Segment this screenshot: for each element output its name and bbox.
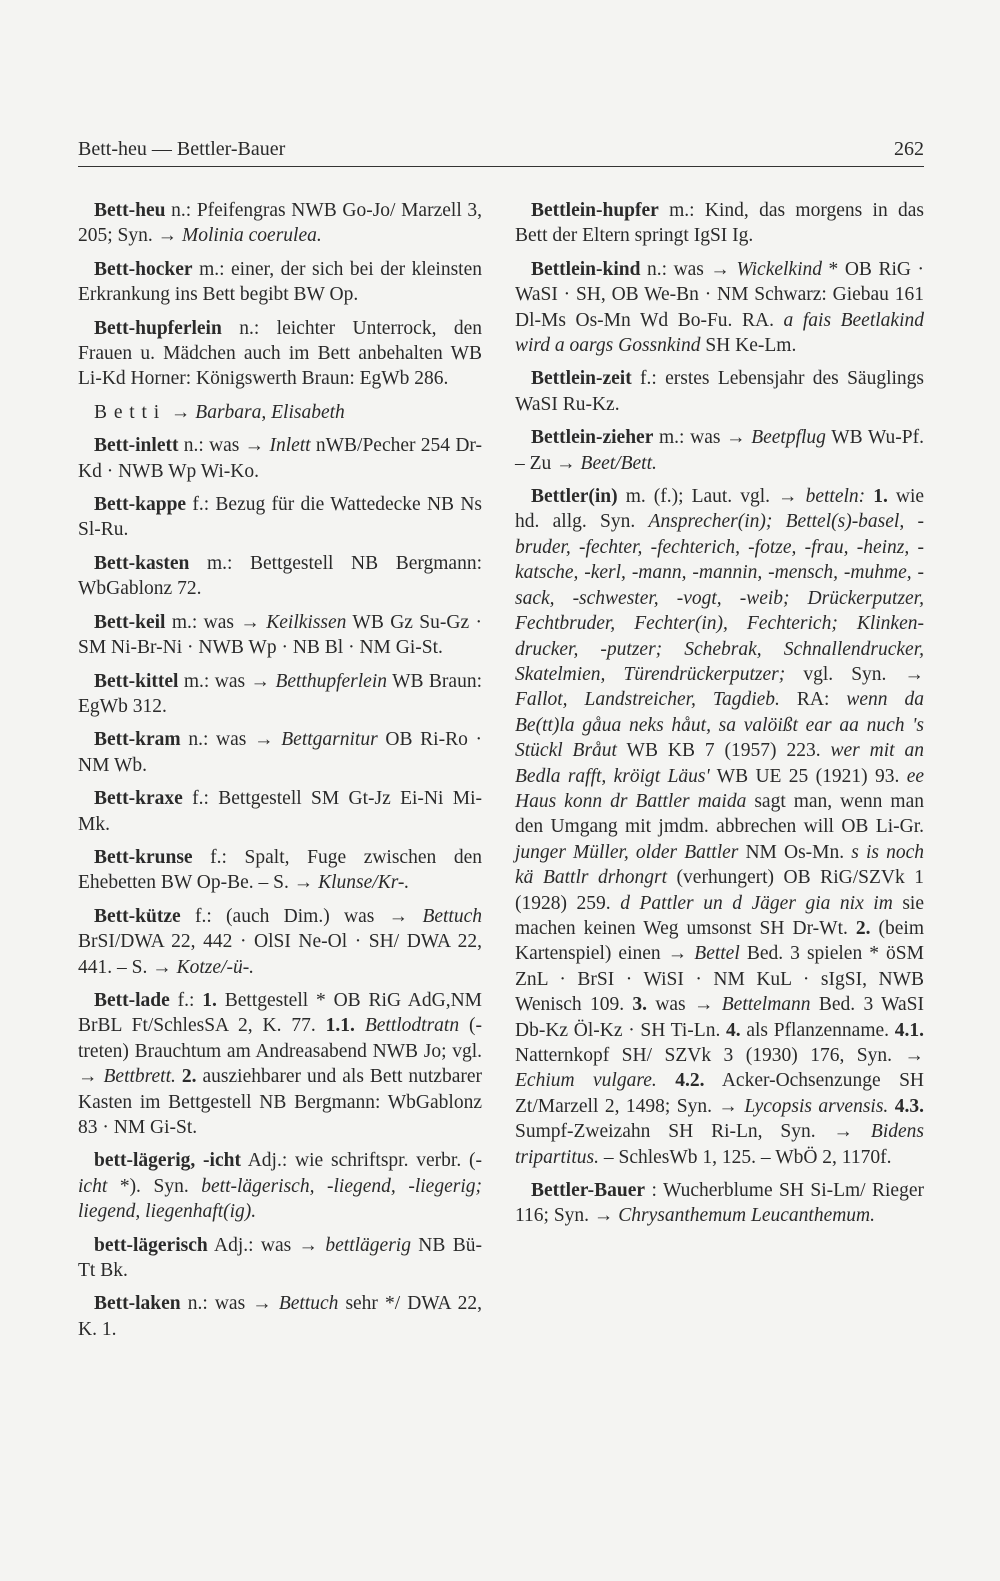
entry-text: bett-lägerisch, -liegend, -liegerig; liegend, liegenhaft(ig).	[78, 1175, 482, 1223]
entry-text: Sumpf-Zweizahn SH Ri-Ln, Syn. →	[515, 1121, 871, 1143]
entry-text: Inlett	[269, 435, 311, 457]
entry-text: Adj.: wie schriftspr. verbr. (	[247, 1150, 476, 1172]
right-column	[515, 198, 924, 1237]
dictionary-entry	[78, 669, 482, 720]
entry-headword: Bett-hocker	[94, 258, 193, 280]
entry-text: Bettgestell * OB RiG AdG,NM BrBL Ft/SchlesSA 2, K. 77.	[78, 989, 482, 1037]
entry-text: m.: einer, der sich bei der kleinsten Erkrankung ins Bett begibt BW Op.	[78, 258, 482, 306]
entry-text: sehr */ DWA 22, K. 1.	[78, 1293, 483, 1340]
dictionary-entry	[78, 551, 482, 602]
page-number: 262	[894, 138, 924, 160]
entry-headword: Bett-heu	[94, 200, 166, 221]
entry-headword: Bettlein-kind	[531, 258, 641, 280]
entry-headword: Bett-hupferlein	[94, 317, 222, 339]
entry-text: m. (f.); Laut. vgl. →	[625, 486, 806, 508]
entry-text: Kotze/-ü-.	[176, 956, 255, 978]
entry-text: Bettel	[694, 943, 740, 965]
dictionary-entry	[515, 366, 924, 417]
entry-text	[355, 1015, 365, 1036]
entry-text: ee Haus konn dr Battler maida	[515, 765, 924, 812]
entry-text: n.: was →	[183, 435, 270, 457]
entry-headword: Bettler(in)	[531, 486, 618, 508]
entry-headword: Bett-kittel	[94, 670, 179, 692]
entry-text: sagt man, wenn man den Umgang mit jmdm. abbrechen will OB Li-Gr.	[515, 790, 924, 838]
entry-text: : Wucherblume SH Si-Lm/ Rieger 116; Syn. →	[515, 1180, 924, 1227]
entry-text: ausziehbarer und als Bett nutzbarer Kasten im Bettgestell NB Bergmann: WbGablonz 83 · NM Gi-St.	[78, 1066, 483, 1138]
entry-text: (beim Kartenspiel) einen →	[515, 917, 925, 965]
entry-text: 4.3.	[894, 1095, 924, 1117]
entry-text: Fallot, Landstreicher, Tagdieb.	[515, 689, 780, 711]
entry-text: m.: Bettgestell NB Bergmann: WbGablonz 72.	[78, 552, 482, 600]
entry-text: n.: Pfeifengras NWB Go-Jo/ Marzell 3, 205; Syn. →	[78, 200, 482, 247]
entry-text: wer mit an Bedla rafft, kröigt Läus'	[515, 740, 924, 787]
entry-text: Beetpflug	[751, 427, 826, 449]
entry-text: 3.	[632, 994, 648, 1016]
header-rule	[78, 166, 924, 167]
entry-text: WB KB 7 (1957) 223.	[616, 740, 831, 762]
entry-text: 1.	[202, 989, 217, 1011]
entry-text: →	[166, 401, 196, 423]
entry-text: als Pflanzenname.	[740, 1019, 895, 1041]
entry-headword: Bett-kappe	[94, 494, 187, 516]
entry-headword: bett-lägerisch	[94, 1234, 208, 1256]
entry-text: WB Gz Su-Gz · SM Ni-Br-Ni · NWB Wp · NB Bl · NM Gi-St.	[78, 611, 482, 659]
dictionary-entry	[78, 786, 482, 837]
entry-headword: Bett-keil	[94, 611, 166, 633]
entry-text: Bidens tripartitus.	[515, 1121, 924, 1168]
entry-text: f.: Spalt, Fuge zwischen den Ehebetten BW Op-Be. – S. →	[78, 846, 482, 894]
dictionary-entry	[515, 484, 924, 1170]
entry-text: n.: was →	[646, 258, 737, 280]
entry-text: Beet/Bett.	[580, 452, 657, 474]
entry-text: m.: was →	[183, 670, 276, 692]
entry-headword: Bett-inlett	[94, 435, 179, 457]
entry-text: NM Os-Mn.	[738, 841, 852, 863]
entry-text: f.: erstes Lebensjahr des Säuglings WaSI Ru-Kz.	[515, 368, 924, 415]
dictionary-entry	[78, 1233, 482, 1284]
entry-text: BrSI/DWA 22, 442 · OlSI Ne-Ol · SH/ DWA 22, 441. – S. →	[78, 931, 482, 978]
entry-text: Natternkopf SH/ SZVk 3 (1930) 176, Syn. →	[515, 1045, 924, 1066]
entry-text	[865, 486, 873, 507]
entry-text: -icht	[78, 1150, 482, 1197]
dictionary-entry	[78, 198, 482, 249]
entry-text: (verhungert) OB RiG/SZVk 1 (1928) 259.	[515, 867, 924, 914]
entry-text: f.: Bezug für die Wattedecke NB Ns Sl-Ru.	[78, 494, 483, 541]
entry-headword: Bett-lade	[94, 989, 170, 1011]
entry-text: Keilkissen	[266, 611, 347, 633]
dictionary-entry	[515, 198, 924, 249]
entry-text: WB UE 25 (1921) 93.	[709, 765, 907, 787]
entry-text: m.: was →	[171, 611, 267, 633]
entry-headword: Bett-kasten	[94, 552, 190, 574]
entry-text: 4.1.	[894, 1019, 924, 1041]
entry-text: m.: was →	[659, 427, 752, 449]
dictionary-entry	[515, 425, 924, 476]
entry-text: a fais Beetlakind wird a oargs Gossnkind	[515, 309, 924, 357]
entry-headword: Bettler-Bauer	[531, 1180, 646, 1202]
entry-text: * OB RiG · WaSI · SH, OB We-Bn · NM Schwarz: Giebau 161 Dl-Ms Os-Mn Wd Bo-Fu. RA.	[515, 258, 925, 331]
entry-text: Bettgarnitur	[281, 729, 378, 751]
entry-text: s is noch kä Battlr drhongrt	[515, 841, 924, 889]
entry-text: *). Syn.	[107, 1175, 202, 1197]
entry-text: wenn da Be(tt)la gåua neks håut, sa valöißt ear aa nuch 's Stückl Bråut	[515, 689, 924, 762]
entry-text: 1.1.	[325, 1015, 355, 1037]
entry-text: f.:	[177, 989, 203, 1011]
entry-text: Adj.: was →	[213, 1234, 326, 1256]
entry-text: OB Ri-Ro · NM Wb.	[78, 729, 482, 776]
entry-text: junger Müller, older Battler	[515, 841, 739, 863]
entry-text: Wickelkind	[736, 258, 823, 280]
entry-text: n.: leichter Unterrock, den Frauen u. Mädchen auch im Bett anbehalten WB Li-Kd Horner: Königswerth Braun: EgWb 286.	[78, 317, 482, 390]
entry-headword: Bett-kraxe	[94, 788, 183, 810]
entry-text: Barbara, Elisabeth	[195, 401, 345, 423]
entry-text: (-treten) Brauchtum am Andreasabend NWB Jo; vgl. →	[78, 1015, 482, 1088]
entry-text: Bettuch	[278, 1293, 339, 1315]
entry-text: sie machen keinen Weg umsonst SH Dr-Wt.	[515, 892, 924, 939]
entry-text: 4.2.	[675, 1070, 705, 1092]
entry-text: WB Wu-Pf. – Zu →	[515, 427, 924, 474]
entry-headword: Bett-laken	[94, 1293, 181, 1315]
entry-headword: Bettlein-hupfer	[531, 200, 659, 221]
entry-text: Ansprecher(in); Bettel(s)-basel, -bruder, -fechter, -fechterich, -fotze, -frau, -heinz, -katsche, -kerl, -mann, -mannin, -mensch, -muhme, -sack, -schwester, -vogt, -weib; Drückerputzer, Fechtbruder, Fechter(in), Fechterich; Klinken-drucker, -putzer; Schebrak, Schnallendrucker, Skatelmien, Türendrückerputzer;	[515, 511, 924, 685]
entry-text: 4.	[726, 1019, 741, 1041]
left-column	[78, 198, 482, 1350]
entry-headword: Bett-kütze	[94, 905, 181, 927]
entry-headword: Bett-kram	[94, 729, 181, 751]
entry-headword: Bettlein-zeit	[531, 368, 632, 390]
dictionary-entry	[515, 257, 924, 359]
dictionary-entry	[78, 316, 482, 392]
entry-text: n.: was →	[187, 1293, 279, 1315]
entry-text: Echium vulgare.	[515, 1070, 657, 1092]
entry-text: Molinia coerulea.	[182, 225, 322, 247]
dictionary-entry	[78, 433, 482, 484]
entry-text: Bettuch	[422, 905, 483, 927]
entry-headword: Bettlein-zieher	[531, 427, 654, 449]
dictionary-entry	[78, 988, 482, 1140]
entry-text: – SchlesWb 1, 125. – WbÖ 2, 1170f.	[598, 1146, 892, 1168]
entry-text: Chrysanthemum Leucanthemum.	[618, 1205, 876, 1227]
entry-text: 1.	[873, 486, 888, 508]
entry-text: n.: was →	[188, 729, 282, 751]
dictionary-entry	[78, 1291, 482, 1342]
entry-text: betteln:	[805, 486, 866, 508]
dictionary-entry	[78, 727, 482, 778]
dictionary-entry	[78, 904, 482, 980]
entry-text: Klunse/Kr-.	[318, 872, 410, 894]
entry-text: 2.	[181, 1066, 197, 1088]
entry-text: 2.	[855, 917, 871, 939]
entry-text: Betti	[94, 401, 167, 423]
dictionary-entry	[515, 1178, 924, 1229]
entry-text: Bed. 3 WaSI Db-Kz Öl-Kz · SH Ti-Ln.	[515, 994, 924, 1041]
entry-text: wie hd. allg. Syn.	[515, 486, 925, 533]
dictionary-entry	[78, 1148, 482, 1224]
entry-text: was →	[647, 994, 722, 1016]
entry-text: Acker-Ochsenzunge SH Zt/Marzell 2, 1498; Syn. →	[515, 1070, 924, 1117]
entry-text: m.: Kind, das morgens in das Bett der Eltern springt IgSI Ig.	[515, 200, 924, 247]
entry-text: SH Ke-Lm.	[700, 335, 797, 357]
entry-text: Lycopsis arvensis.	[744, 1095, 889, 1117]
entry-headword: bett-lägerig, -icht	[94, 1150, 241, 1172]
entry-text: f.: Bettgestell SM Gt-Jz Ei-Ni Mi-Mk.	[78, 788, 483, 835]
entry-headword: Bett-krunse	[94, 846, 193, 868]
entry-text: Bettelmann	[721, 994, 811, 1016]
entry-text: WB Braun: EgWb 312.	[78, 670, 482, 717]
entry-text: Betthupferlein	[275, 670, 388, 692]
entry-text: NB Bü-Tt Bk.	[78, 1234, 482, 1282]
dictionary-entry	[78, 492, 482, 543]
entry-text: vgl. Syn. →	[785, 663, 925, 685]
dictionary-entry	[78, 610, 482, 661]
dictionary-entry	[78, 257, 482, 308]
entry-text: nWB/Pecher 254 Dr-Kd · NWB Wp Wi-Ko.	[78, 435, 483, 482]
entry-text: Bettlodtratn	[364, 1015, 460, 1037]
entry-text: d Pattler un d Jäger gia nix im	[620, 892, 893, 914]
entry-text: Bettbrett.	[103, 1066, 176, 1088]
entry-text	[657, 1070, 675, 1091]
entry-text: f.: (auch Dim.) was →	[194, 905, 423, 927]
entry-text: RA:	[779, 689, 847, 711]
entry-text: Bed. 3 spielen * öSM ZnL · BrSI · WiSI · NM KuL · sIgSI, NWB Wenisch 109.	[515, 943, 924, 1016]
dictionary-entry	[78, 400, 482, 425]
dictionary-entry	[78, 845, 482, 896]
running-title: Bett-heu — Bettler-Bauer	[78, 138, 286, 160]
entry-text: bettlägerig	[325, 1234, 411, 1256]
